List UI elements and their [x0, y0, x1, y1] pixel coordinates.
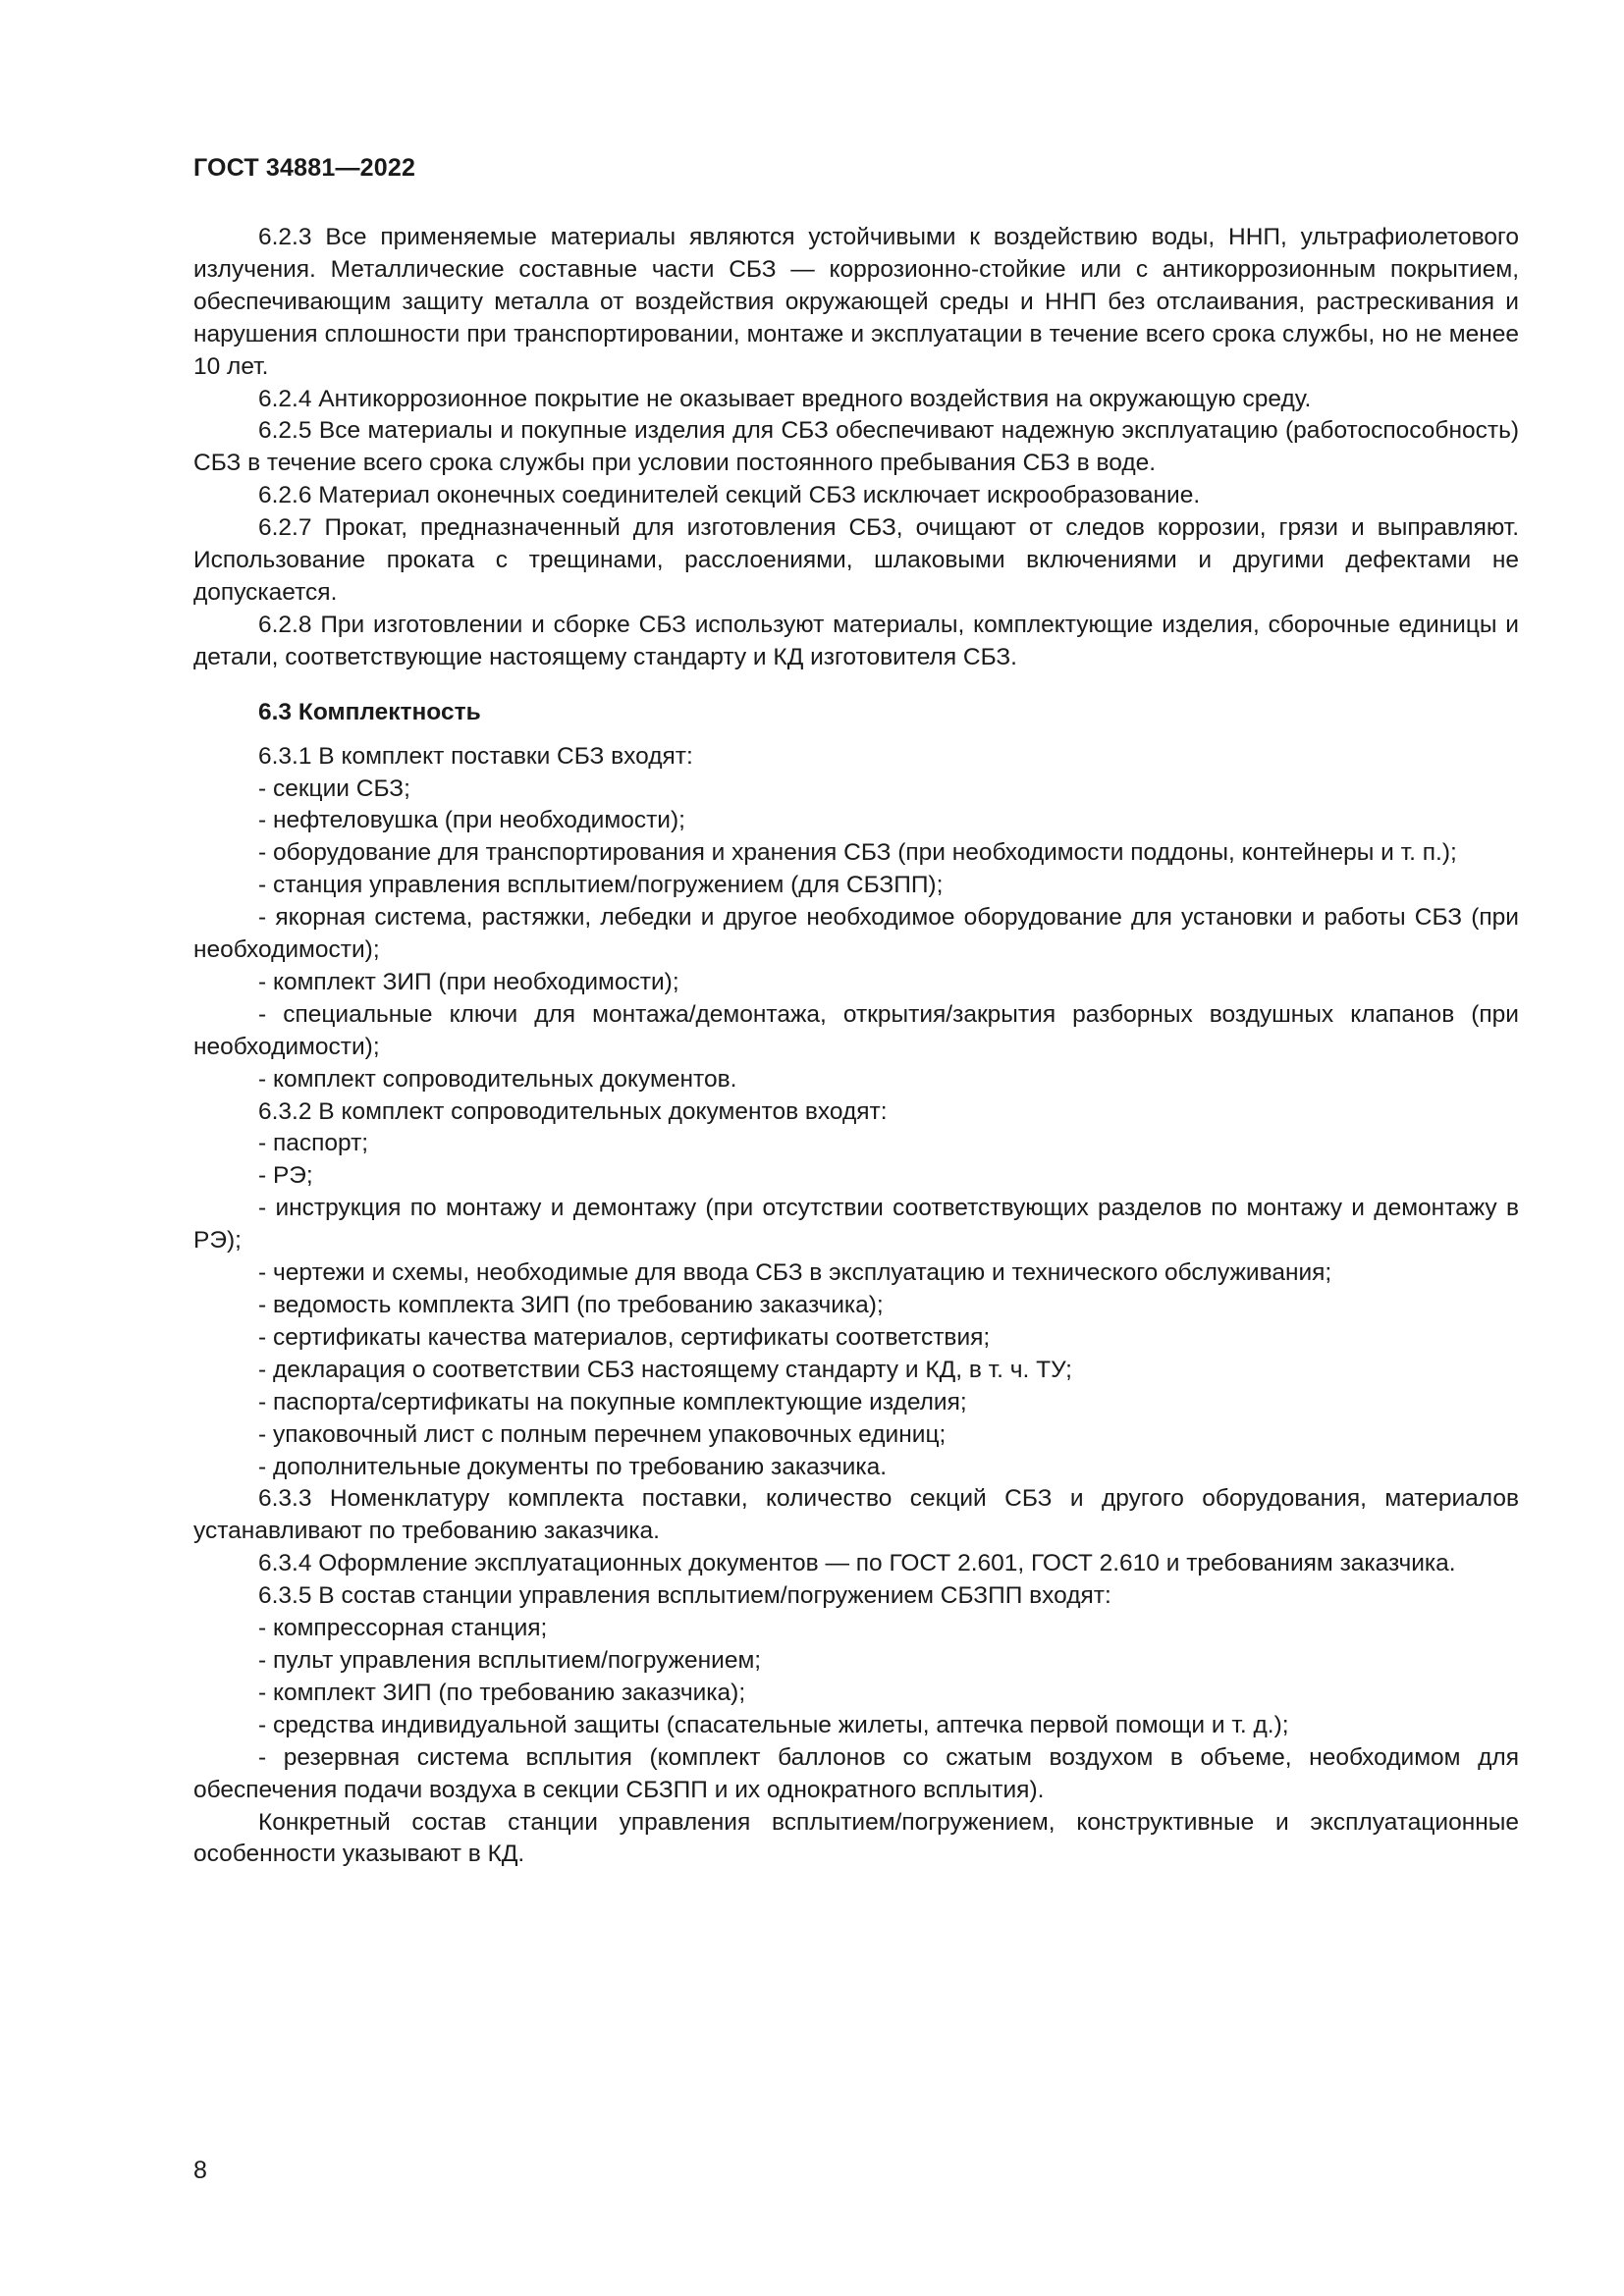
list-item: - якорная система, растяжки, лебедки и другое необходимое оборудование для установки и работы СБЗ (при необходимости); — [193, 904, 1519, 964]
paragraph-6-3-5: 6.3.5 В состав станции управления всплытием/погружением СБЗПП входят: — [258, 1582, 1111, 1610]
list-item: - упаковочный лист с полным перечнем упаковочных единиц; — [258, 1420, 947, 1448]
list-item: - РЭ; — [258, 1162, 313, 1190]
paragraph-6-3-4: 6.3.4 Оформление эксплуатационных документов — по ГОСТ 2.601, ГОСТ 2.610 и требованиям заказчика. — [258, 1550, 1456, 1577]
list-item: - сертификаты качества материалов, сертификаты соответствия; — [258, 1323, 991, 1351]
list-item: - средства индивидуальной защиты (спасательные жилеты, аптечка первой помощи и т. д.); — [258, 1711, 1289, 1738]
list-item: - дополнительные документы по требованию заказчика. — [258, 1453, 888, 1480]
list-item: - специальные ключи для монтажа/демонтажа, открытия/закрытия разборных воздушных клапанов (при необходимости); — [193, 1000, 1519, 1060]
paragraph-6-2-4: 6.2.4 Антикоррозионное покрытие не оказывает вредного воздействия на окружающую среду. — [258, 385, 1312, 412]
list-item: - ведомость комплекта ЗИП (по требованию заказчика); — [258, 1292, 884, 1318]
paragraph-6-2-3: 6.2.3 Все применяемые материалы являются устойчивыми к воздействию воды, ННП, ультрафиолетового излучения. Металлические составные части СБЗ — коррозионно-стойкие или с антикоррозионным покрытием, обеспечивающим защиту металла от воздействия окружающей среды и ННП без отслаивания, растрескивания и нарушения сплошности при транспортировании, монтаже и эксплуатации в течение всего срока службы, но не менее 10 лет. — [193, 224, 1519, 380]
page-number: 8 — [193, 2157, 207, 2184]
list-item: - секции СБЗ; — [258, 774, 410, 802]
list-item: - декларация о соответствии СБЗ настоящему стандарту и КД, в т. ч. ТУ; — [258, 1356, 1072, 1383]
list-item: - чертежи и схемы, необходимые для ввода СБЗ в эксплуатацию и технического обслуживания; — [258, 1259, 1332, 1287]
list-item: - паспорта/сертификаты на покупные комплектующие изделия; — [258, 1388, 967, 1415]
list-item: - станция управления всплытием/погружением (для СБЗПП); — [258, 872, 944, 899]
paragraph-6-3-3: 6.3.3 Номенклатуру комплекта поставки, количество секций СБЗ и другого оборудования, материалов устанавливают по требованию заказчика. — [193, 1485, 1519, 1545]
list-item: - пульт управления всплытием/погружением; — [258, 1646, 762, 1674]
list-item: - резервная система всплытия (комплект баллонов со сжатым воздухом в объеме, необходимом для обеспечения подачи воздуха в секции СБЗПП и их однократного всплытия). — [193, 1743, 1519, 1803]
list-item: - комплект ЗИП (при необходимости); — [258, 968, 679, 995]
paragraph-final: Конкретный состав станции управления всплытием/погружением, конструктивные и эксплуатационные особенности указывают в КД. — [193, 1808, 1519, 1868]
list-item: - компрессорная станция; — [258, 1615, 548, 1642]
paragraph-6-3-2: 6.3.2 В комплект сопроводительных документов входят: — [258, 1097, 888, 1125]
paragraph-6-3-1: 6.3.1 В комплект поставки СБЗ входят: — [258, 742, 693, 770]
list-item: - комплект ЗИП (по требованию заказчика); — [258, 1679, 746, 1706]
list-item: - инструкция по монтажу и демонтажу (при отсутствии соответствующих разделов по монтажу и демонтажу в РЭ); — [193, 1195, 1519, 1255]
list-item: - комплект сопроводительных документов. — [258, 1065, 737, 1093]
document-body — [193, 222, 1519, 1871]
list-item: - оборудование для транспортирования и хранения СБЗ (при необходимости поддоны, контейнеры и т. п.); — [258, 839, 1457, 867]
page-header: ГОСТ 34881—2022 — [193, 154, 416, 182]
paragraph-6-2-8: 6.2.8 При изготовлении и сборке СБЗ используют материалы, комплектующие изделия, сборочные единицы и детали, соответствующие настоящему стандарту и КД изготовителя СБЗ. — [193, 611, 1519, 670]
list-item: - паспорт; — [258, 1130, 369, 1157]
paragraph-6-2-7: 6.2.7 Прокат, предназначенный для изготовления СБЗ, очищают от следов коррозии, грязи и выправляют. Использование проката с трещинами, расслоениями, шлаковыми включениями и другими дефектами не допускается. — [193, 514, 1519, 606]
list-item: - нефтеловушка (при необходимости); — [258, 807, 685, 834]
section-heading-6-3: 6.3 Комплектность — [258, 698, 481, 725]
paragraph-6-2-6: 6.2.6 Материал оконечных соединителей секций СБЗ исключает искрообразование. — [258, 482, 1201, 509]
paragraph-6-2-5: 6.2.5 Все материалы и покупные изделия для СБЗ обеспечивают надежную эксплуатацию (работоспособность) СБЗ в течение всего срока службы при условии постоянного пребывания СБЗ в воде. — [193, 417, 1519, 477]
